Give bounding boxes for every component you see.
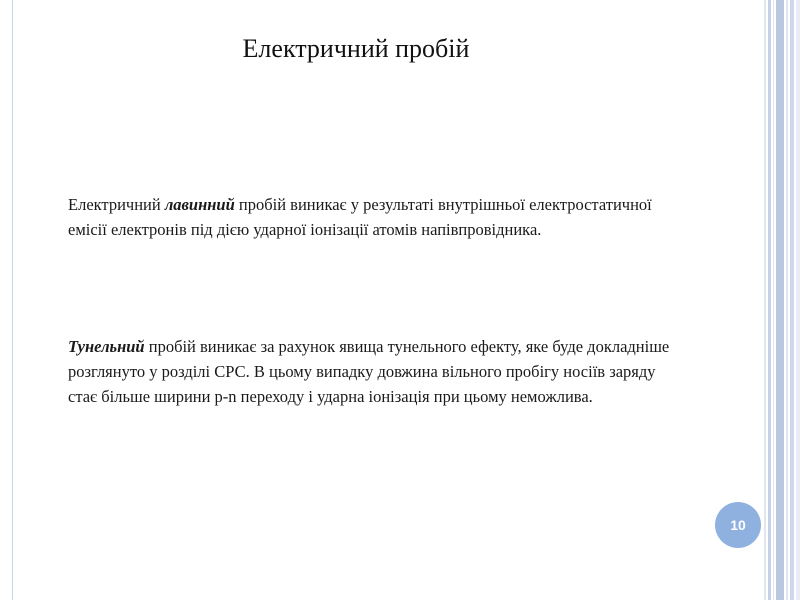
paragraph-text-post: пробій виникає у результаті внутрішньої електростатичної емісії електронів під дією ударної іонізації атомів напівпровідника. <box>68 195 652 239</box>
paragraph-text-post: пробій виникає за рахунок явища тунельного ефекту, яке буде докладніше розглянуто у розділі СРС. В цьому випадку довжина вільного пробігу носіїв заряду стає більше ширини p-n переходу і ударна іонізація при цьому неможлива. <box>68 337 670 406</box>
slide-title: Електричний пробій <box>242 34 470 63</box>
emphasized-term: лавинний <box>164 195 235 214</box>
page-number-badge: 10 <box>715 502 761 548</box>
paragraph-avalanche-breakdown <box>68 192 688 242</box>
paragraph-tunnel-breakdown <box>68 334 688 409</box>
left-border-line <box>12 0 13 600</box>
emphasized-term: Тунельний <box>68 337 145 356</box>
paragraph-text-pre: Електричний <box>68 195 165 214</box>
right-decorative-stripes <box>764 0 800 600</box>
